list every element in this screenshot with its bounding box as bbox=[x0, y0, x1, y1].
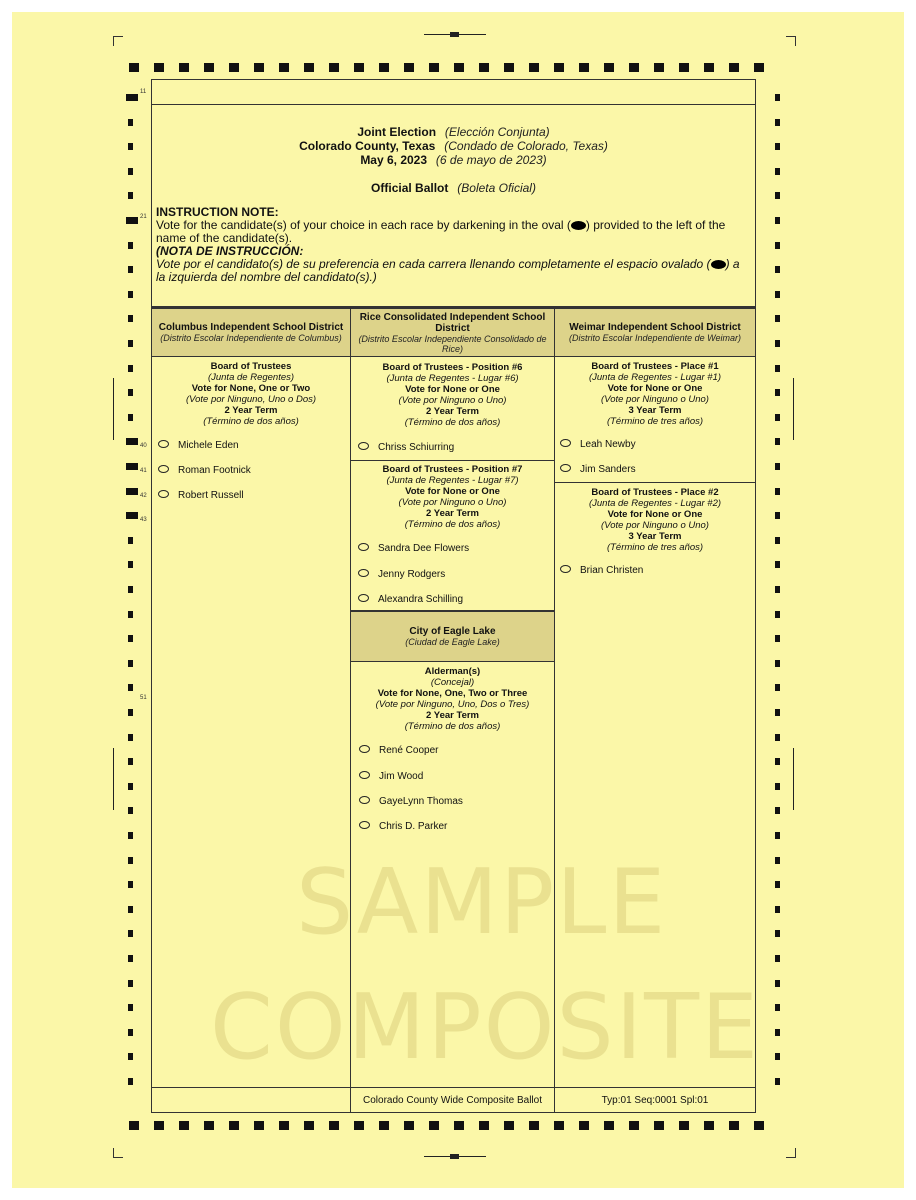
race-divider bbox=[350, 460, 554, 461]
timing-mark bbox=[775, 488, 780, 495]
timing-mark bbox=[775, 611, 780, 618]
timing-mark bbox=[775, 807, 780, 814]
vote-oval-icon[interactable] bbox=[158, 440, 169, 448]
section-header-bottom-rule bbox=[151, 356, 756, 357]
timing-mark bbox=[679, 63, 689, 72]
timing-mark bbox=[128, 340, 133, 347]
instruction-text: Vote for the candidate(s) of your choice in each race by darkening in the oval ( ) provided to the left of the name of the candidate(s). bbox=[156, 218, 726, 245]
section-header-columbus: Columbus Independent School District (Distrito Escolar Independiente de Columbus) bbox=[152, 307, 350, 356]
section-header-weimar: Weimar Independent School District (Distrito Escolar Independiente de Weimar) bbox=[555, 307, 755, 356]
right-side-tick-1 bbox=[793, 378, 794, 440]
filled-oval-icon bbox=[571, 221, 586, 230]
timing-mark bbox=[154, 63, 164, 72]
timing-mark bbox=[128, 611, 133, 618]
right-side-tick-2 bbox=[793, 748, 794, 810]
timing-mark bbox=[775, 930, 780, 937]
candidate-option[interactable]: Leah Newby bbox=[560, 439, 636, 451]
timing-mark bbox=[129, 1121, 139, 1130]
vote-oval-icon[interactable] bbox=[359, 771, 370, 779]
timing-mark bbox=[354, 1121, 364, 1130]
candidate-option[interactable]: Robert Russell bbox=[158, 490, 244, 502]
timing-mark bbox=[775, 340, 780, 347]
timing-mark bbox=[126, 512, 138, 519]
timing-mark bbox=[775, 463, 780, 470]
timing-mark bbox=[775, 586, 780, 593]
timing-mark bbox=[128, 315, 133, 322]
timing-mark bbox=[128, 783, 133, 790]
timing-mark bbox=[128, 832, 133, 839]
instruction-note bbox=[156, 206, 751, 284]
timing-mark bbox=[775, 414, 780, 421]
timing-mark bbox=[254, 63, 264, 72]
timing-mark bbox=[128, 266, 133, 273]
bottom-center-tick-block bbox=[450, 1154, 459, 1159]
timing-mark bbox=[775, 734, 780, 741]
timing-mark bbox=[775, 1053, 780, 1060]
timing-mark bbox=[128, 242, 133, 249]
header-line-1: Joint Election (Elección Conjunta) bbox=[357, 125, 550, 139]
timing-mark bbox=[775, 1029, 780, 1036]
timing-mark bbox=[775, 980, 780, 987]
timing-mark bbox=[629, 1121, 639, 1130]
timing-mark bbox=[529, 1121, 539, 1130]
timing-mark bbox=[775, 143, 780, 150]
timing-mark bbox=[154, 1121, 164, 1130]
timing-mark bbox=[775, 242, 780, 249]
timing-mark bbox=[128, 906, 133, 913]
timing-mark bbox=[775, 266, 780, 273]
timing-mark bbox=[775, 881, 780, 888]
timing-mark bbox=[775, 906, 780, 913]
timing-mark bbox=[128, 930, 133, 937]
timing-mark bbox=[775, 660, 780, 667]
timing-mark bbox=[128, 119, 133, 126]
vote-oval-icon[interactable] bbox=[560, 565, 571, 573]
timing-mark bbox=[126, 217, 138, 224]
footer-codes: Typ:01 Seq:0001 Spl:01 bbox=[601, 1095, 709, 1106]
candidate-option[interactable]: Chriss Schiurring bbox=[358, 442, 454, 454]
timing-mark bbox=[128, 881, 133, 888]
candidate-option[interactable]: Brian Christen bbox=[560, 565, 643, 577]
timing-mark bbox=[128, 857, 133, 864]
corner-mark-bottom-left bbox=[113, 1148, 123, 1158]
timing-mark bbox=[128, 734, 133, 741]
timing-mark bbox=[126, 94, 138, 101]
vote-oval-icon[interactable] bbox=[359, 745, 370, 753]
timing-mark bbox=[554, 1121, 564, 1130]
candidate-option[interactable]: Chris D. Parker bbox=[359, 821, 447, 833]
timing-mark bbox=[654, 1121, 664, 1130]
timing-mark bbox=[775, 365, 780, 372]
timing-mark bbox=[654, 63, 664, 72]
section-header-eagle-lake: City of Eagle Lake (Ciudad de Eagle Lake) bbox=[351, 610, 554, 662]
timing-mark bbox=[775, 1004, 780, 1011]
timing-mark bbox=[729, 63, 739, 72]
timing-mark bbox=[128, 1053, 133, 1060]
timing-mark bbox=[126, 438, 138, 445]
header-ballot-title: Official Ballot (Boleta Oficial) bbox=[371, 181, 536, 195]
timing-mark bbox=[604, 1121, 614, 1130]
timing-mark bbox=[229, 63, 239, 72]
timing-mark bbox=[179, 63, 189, 72]
timing-mark bbox=[279, 1121, 289, 1130]
timing-mark bbox=[128, 537, 133, 544]
timing-mark bbox=[379, 63, 389, 72]
header-line-3: May 6, 2023 (6 de mayo de 2023) bbox=[360, 153, 547, 167]
timing-mark bbox=[128, 291, 133, 298]
timing-mark bbox=[128, 807, 133, 814]
vote-oval-icon[interactable] bbox=[358, 594, 369, 602]
timing-mark bbox=[279, 63, 289, 72]
timing-mark bbox=[128, 192, 133, 199]
race-eagle-lake-alderman: Alderman(s) (Concejal) Vote for None, One, Two or Three (Vote por Ninguno, Uno, Dos o Tres) 2 Year Term (Término de dos años) bbox=[375, 666, 530, 732]
timing-mark bbox=[479, 1121, 489, 1130]
vote-oval-icon[interactable] bbox=[158, 465, 169, 473]
race-divider bbox=[554, 482, 756, 483]
timing-mark bbox=[775, 709, 780, 716]
timing-mark bbox=[775, 438, 780, 445]
filled-oval-icon bbox=[711, 260, 726, 269]
candidate-option[interactable]: René Cooper bbox=[359, 745, 438, 757]
timing-mark bbox=[128, 709, 133, 716]
timing-mark bbox=[329, 63, 339, 72]
timing-mark bbox=[429, 1121, 439, 1130]
timing-mark bbox=[554, 63, 564, 72]
timing-mark bbox=[775, 217, 780, 224]
timing-mark bbox=[128, 365, 133, 372]
candidate-option[interactable]: Jim Wood bbox=[359, 771, 423, 783]
vote-oval-icon[interactable] bbox=[359, 821, 370, 829]
timing-mark bbox=[454, 63, 464, 72]
timing-mark bbox=[775, 291, 780, 298]
timing-mark bbox=[128, 1004, 133, 1011]
timing-mark bbox=[775, 537, 780, 544]
vote-oval-icon[interactable] bbox=[158, 490, 169, 498]
timing-mark bbox=[504, 63, 514, 72]
timing-mark bbox=[775, 315, 780, 322]
timing-mark bbox=[629, 63, 639, 72]
timing-mark bbox=[128, 684, 133, 691]
timing-mark bbox=[579, 1121, 589, 1130]
timing-mark bbox=[128, 168, 133, 175]
timing-mark bbox=[529, 63, 539, 72]
timing-mark bbox=[775, 684, 780, 691]
race-weimar-place-1: Board of Trustees - Place #1 (Junta de Regentes - Lugar #1) Vote for None or One (Vote por Ninguno o Uno) 3 Year Term (Término de tres años) bbox=[588, 361, 722, 427]
timing-mark bbox=[754, 63, 764, 72]
row-number: 40 bbox=[140, 443, 147, 449]
timing-mark bbox=[204, 1121, 214, 1130]
timing-mark bbox=[128, 143, 133, 150]
instruction-title: INSTRUCTION NOTE: bbox=[156, 205, 279, 219]
watermark-sample: SAMPLE bbox=[296, 850, 668, 955]
timing-mark bbox=[775, 783, 780, 790]
ballot-header bbox=[151, 125, 756, 195]
timing-mark bbox=[128, 561, 133, 568]
footer-composite-label: Colorado County Wide Composite Ballot bbox=[363, 1095, 542, 1106]
race-rice-position-7: Board of Trustees - Position #7 (Junta de Regentes - Lugar #7) Vote for None or One (Vote por Ninguno o Uno) 2 Year Term (Término de dos años) bbox=[382, 464, 523, 530]
vote-oval-icon[interactable] bbox=[358, 442, 369, 450]
timing-mark bbox=[504, 1121, 514, 1130]
row-number: 51 bbox=[140, 695, 147, 701]
timing-mark bbox=[775, 635, 780, 642]
timing-mark bbox=[128, 635, 133, 642]
timing-mark bbox=[604, 63, 614, 72]
timing-mark bbox=[775, 1078, 780, 1085]
timing-mark bbox=[404, 1121, 414, 1130]
header-top-rule bbox=[151, 104, 756, 105]
timing-mark bbox=[128, 389, 133, 396]
corner-mark-bottom-right bbox=[786, 1148, 796, 1158]
timing-mark bbox=[754, 1121, 764, 1130]
timing-mark bbox=[775, 832, 780, 839]
timing-mark bbox=[128, 586, 133, 593]
timing-mark bbox=[704, 1121, 714, 1130]
race-rice-position-6: Board of Trustees - Position #6 (Junta de Regentes - Lugar #6) Vote for None or One (Vote por Ninguno o Uno) 2 Year Term (Término de dos años) bbox=[382, 362, 523, 428]
section-header-rice: Rice Consolidated Independent School District (Distrito Escolar Independiente Consolidado de Rice) bbox=[351, 307, 554, 356]
timing-mark bbox=[128, 758, 133, 765]
vote-oval-icon[interactable] bbox=[358, 543, 369, 551]
race-weimar-place-2: Board of Trustees - Place #2 (Junta de Regentes - Lugar #2) Vote for None or One (Vote por Ninguno o Uno) 3 Year Term (Término de tres años) bbox=[588, 487, 722, 553]
timing-mark bbox=[579, 63, 589, 72]
watermark-composite: COMPOSITE bbox=[210, 975, 760, 1080]
race-columbus-board: Board of Trustees (Junta de Regentes) Vote for None, One or Two (Vote por Ninguno, Uno o Dos) 2 Year Term (Término de dos años) bbox=[185, 361, 317, 427]
row-number: 11 bbox=[140, 89, 147, 95]
timing-mark bbox=[204, 63, 214, 72]
vote-oval-icon[interactable] bbox=[359, 796, 370, 804]
instruction-title-es: (NOTA DE INSTRUCCIÓN: bbox=[156, 244, 304, 258]
timing-mark bbox=[479, 63, 489, 72]
timing-mark bbox=[775, 561, 780, 568]
timing-mark bbox=[126, 463, 138, 470]
timing-mark bbox=[304, 1121, 314, 1130]
row-number: 21 bbox=[140, 214, 147, 220]
timing-mark bbox=[775, 168, 780, 175]
candidate-option[interactable]: Jim Sanders bbox=[560, 464, 636, 476]
candidate-option[interactable]: Michele Eden bbox=[158, 440, 239, 452]
timing-mark bbox=[704, 63, 714, 72]
vote-oval-icon[interactable] bbox=[560, 464, 571, 472]
timing-mark bbox=[775, 192, 780, 199]
timing-mark bbox=[775, 758, 780, 765]
candidate-option[interactable]: Jenny Rodgers bbox=[358, 569, 445, 581]
timing-mark bbox=[329, 1121, 339, 1130]
timing-mark bbox=[126, 488, 138, 495]
timing-mark bbox=[128, 414, 133, 421]
row-number: 43 bbox=[140, 517, 147, 523]
timing-mark bbox=[404, 63, 414, 72]
timing-mark bbox=[379, 1121, 389, 1130]
timing-mark bbox=[729, 1121, 739, 1130]
timing-mark bbox=[775, 857, 780, 864]
left-side-tick-2 bbox=[113, 748, 114, 810]
timing-mark bbox=[128, 660, 133, 667]
vote-oval-icon[interactable] bbox=[358, 569, 369, 577]
vote-oval-icon[interactable] bbox=[560, 439, 571, 447]
timing-mark bbox=[179, 1121, 189, 1130]
timing-mark bbox=[254, 1121, 264, 1130]
footer-top-rule bbox=[151, 1087, 756, 1088]
timing-mark bbox=[128, 1029, 133, 1036]
instruction-text-es: Vote por el candidato(s) de su preferencia en cada carrera llenando completamente el espacio ovalado ( ) a la izquierda del nombre del candidato(s).) bbox=[156, 257, 740, 284]
timing-mark bbox=[128, 955, 133, 962]
timing-mark bbox=[128, 1078, 133, 1085]
timing-mark bbox=[775, 94, 780, 101]
timing-mark bbox=[129, 63, 139, 72]
candidate-option[interactable]: Roman Footnick bbox=[158, 465, 251, 477]
timing-mark bbox=[775, 512, 780, 519]
corner-mark-top-left bbox=[113, 36, 123, 46]
timing-mark bbox=[775, 119, 780, 126]
timing-mark bbox=[454, 1121, 464, 1130]
row-number: 41 bbox=[140, 468, 147, 474]
timing-mark bbox=[304, 63, 314, 72]
column-divider-2 bbox=[554, 306, 555, 1113]
timing-mark bbox=[679, 1121, 689, 1130]
corner-mark-top-right bbox=[786, 36, 796, 46]
candidate-option[interactable]: Sandra Dee Flowers bbox=[358, 543, 469, 555]
row-number: 42 bbox=[140, 493, 147, 499]
timing-mark bbox=[229, 1121, 239, 1130]
left-side-tick-1 bbox=[113, 378, 114, 440]
timing-mark bbox=[128, 980, 133, 987]
timing-mark bbox=[775, 955, 780, 962]
candidate-option[interactable]: Alexandra Schilling bbox=[358, 594, 463, 606]
candidate-option[interactable]: GayeLynn Thomas bbox=[359, 796, 463, 808]
header-line-2: Colorado County, Texas (Condado de Colorado, Texas) bbox=[299, 139, 608, 153]
timing-mark bbox=[429, 63, 439, 72]
timing-mark bbox=[775, 389, 780, 396]
timing-mark bbox=[354, 63, 364, 72]
top-center-tick-block bbox=[450, 32, 459, 37]
